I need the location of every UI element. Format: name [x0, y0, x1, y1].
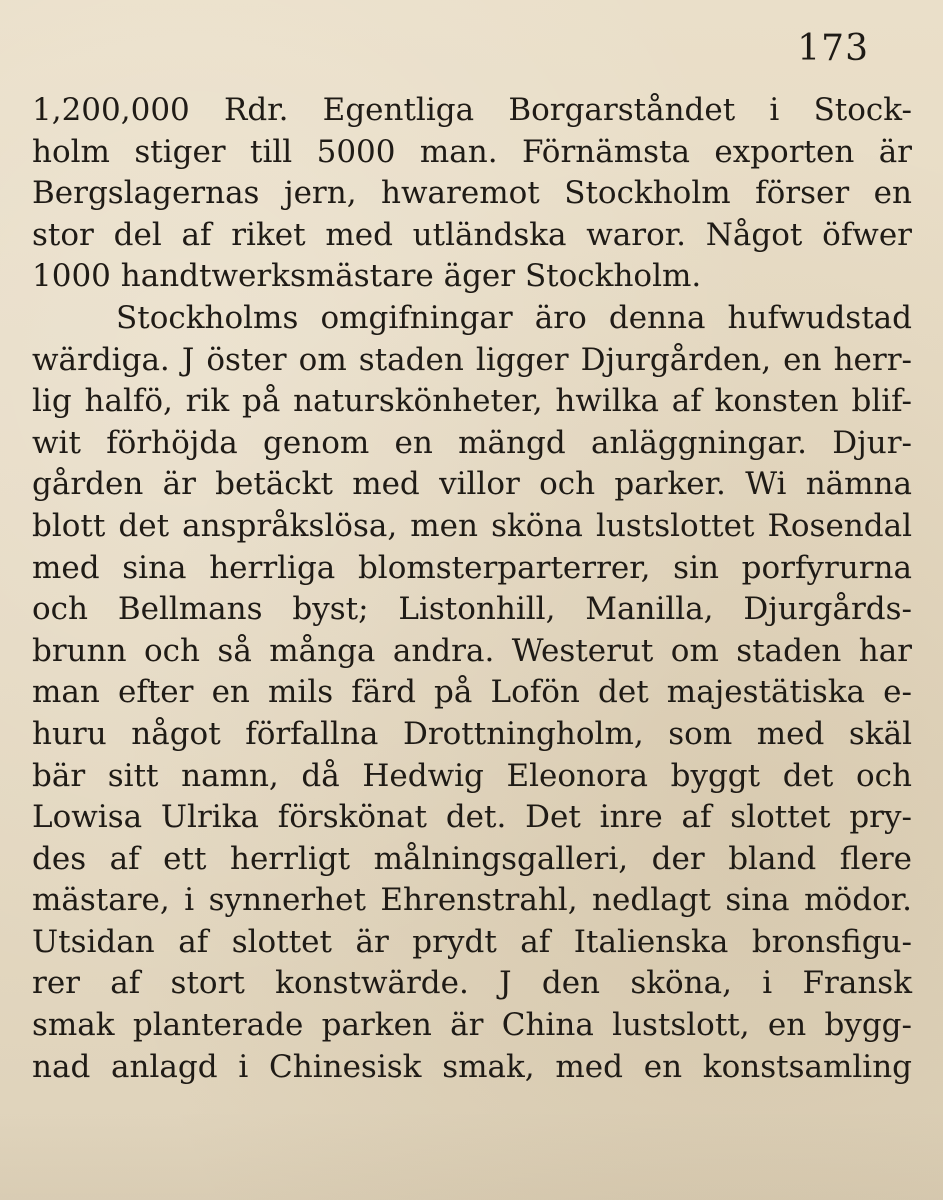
text-line: och Bellmans byst; Listonhill, Manilla, Djurgårds-	[32, 591, 912, 628]
text-line: brunn och så många andra. Westerut om staden har	[32, 632, 912, 669]
text-line: med sina herrliga blomsterparterrer, sin porfyrurna	[32, 549, 912, 586]
text-line: holm stiger till 5000 man. Förnämsta exporten är	[32, 133, 912, 170]
text-line: Stockholms omgifningar äro denna hufwudstad	[116, 299, 912, 336]
text-line: bär sitt namn, då Hedwig Eleonora byggt det och	[32, 757, 912, 794]
page-number: 173	[797, 28, 869, 69]
text-line: 1000 handtwerksmästare äger Stockholm.	[32, 258, 702, 295]
text-line: wit förhöjda genom en mängd anläggningar. Djur-	[32, 424, 912, 461]
text-line: nad anlagd i Chinesisk smak, med en konstsamling	[32, 1048, 912, 1085]
text-line: huru något förfallna Drottningholm, som med skäl	[32, 715, 912, 752]
text-line: Lowisa Ulrika förskönat det. Det inre af slottet pry-	[32, 799, 912, 836]
text-line: blott det anspråkslösa, men sköna lustslottet Rosendal	[32, 507, 912, 544]
text-line: smak planterade parken är China lustslott, en bygg-	[32, 1007, 912, 1044]
text-line: 1,200,000 Rdr. Egentliga Borgarståndet i Stock-	[32, 92, 912, 128]
text-line: rer af stort konstwärde. J den sköna, i Fransk	[32, 965, 912, 1002]
text-line: des af ett herrligt målningsgalleri, der bland flere	[32, 840, 912, 877]
text-line: Bergslagernas jern, hwaremot Stockholm förser en	[32, 175, 912, 212]
body-text	[32, 90, 912, 1088]
text-line: wärdiga. J öster om staden ligger Djurgården, en herr-	[32, 341, 912, 378]
text-line: lig halfö, rik på naturskönheter, hwilka af konsten blif-	[32, 383, 912, 420]
text-line: man efter en mils färd på Lofön det majestätiska e-	[32, 674, 912, 711]
text-line: mästare, i synnerhet Ehrenstrahl, nedlagt sina mödor.	[32, 882, 912, 919]
text-line: Utsidan af slottet är prydt af Italienska bronsfigu-	[32, 923, 912, 960]
page-margin	[0, 1110, 943, 1200]
text-line: gården är betäckt med villor och parker. Wi nämna	[32, 466, 912, 503]
text-line: stor del af riket med utländska waror. Något öfwer	[32, 216, 912, 253]
